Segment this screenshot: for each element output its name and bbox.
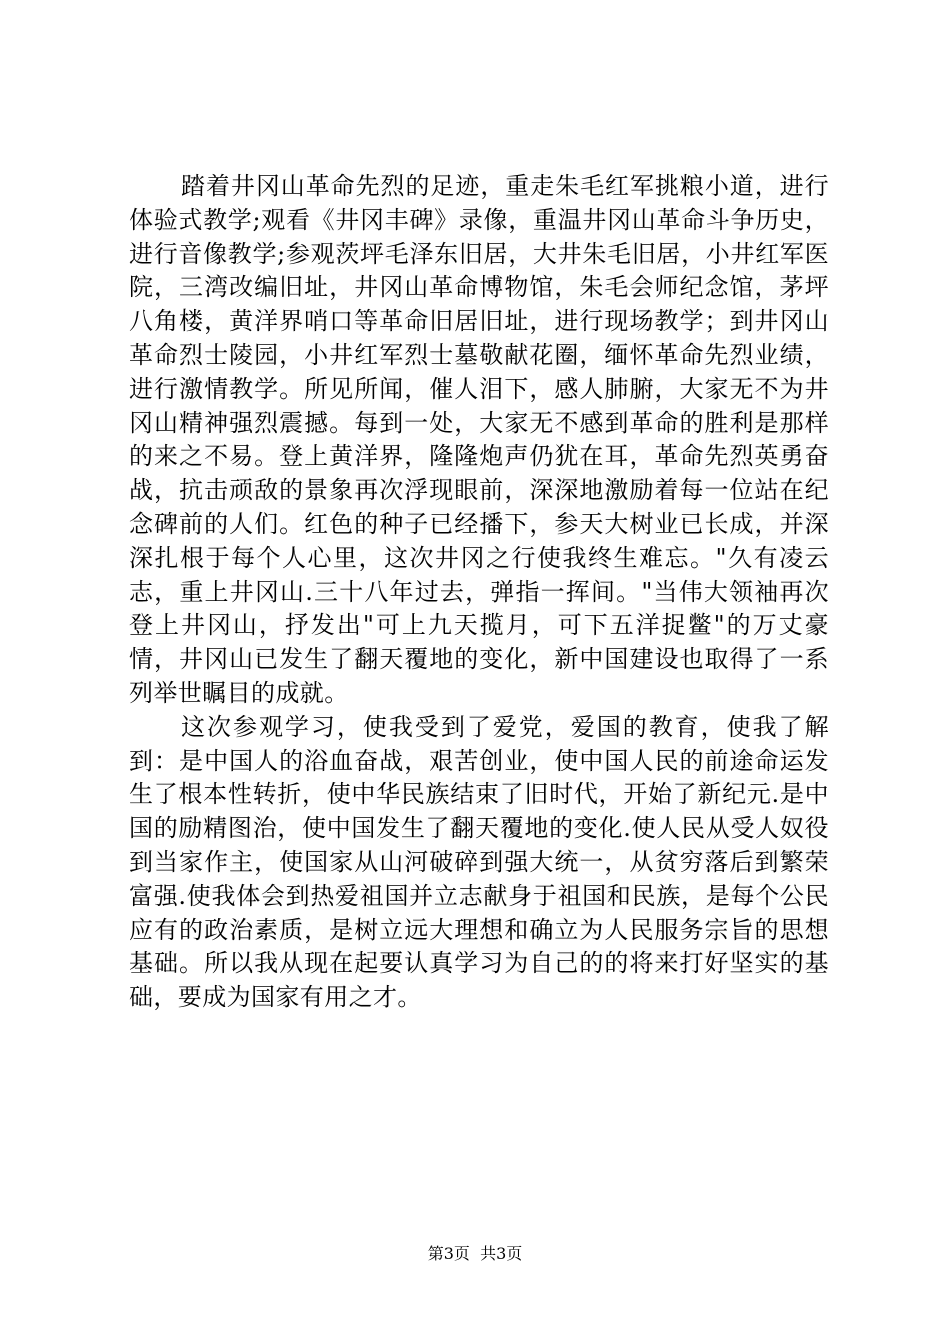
paragraph-1: 踏着井冈山革命先烈的足迹，重走朱毛红军挑粮小道，进行体验式教学;观看《井冈丰碑》录像，重温井冈山革命斗争历史，进行音像教学;参观茨坪毛泽东旧居，大井朱毛旧居，小井红军医院，三湾改编旧址，井冈山革命博物馆，朱毛会师纪念馆，茅坪八角楼，黄洋界哨口等革命旧居旧址，进行现场教学；到井冈山革命烈士陵园，小井红军烈士墓敬献花圈，缅怀革命先烈业绩，进行激情教学。所见所闻，催人泪下，感人肺腑，大家无不为井冈山精神强烈震撼。每到一处，大家无不感到革命的胜利是那样的来之不易。登上黄洋界，隆隆炮声仍犹在耳，革命先烈英勇奋战，抗击顽敌的景象再次浮现眼前，深深地激励着每一位站在纪念碑前的人们。红色的种子已经播下，参天大树业已长成，并深深扎根于每个人心里，这次井冈之行使我终生难忘。"久有凌云志，重上井冈山.三十八年过去，弹指一挥间。"当伟大领袖再次登上井冈山，抒发出"可上九天揽月，可下五洋捉鳖"的万丈豪情，井冈山已发生了翻天覆地的变化，新中国建设也取得了一系列举世瞩目的成就。 — [129, 172, 829, 707]
document-body — [129, 170, 829, 1015]
page-footer — [0, 1244, 950, 1264]
paragraph-2: 这次参观学习，使我受到了爱党，爱国的教育，使我了解到：是中国人的浴血奋战，艰苦创业，使中国人民的前途命运发生了根本性转折，使中华民族结束了旧时代，开始了新纪元.是中国的励精图治，使中国发生了翻天覆地的变化.使人民从受人奴役到当家作主，使国家从山河破碎到强大统一，从贫穷落后到繁荣富强.使我体会到热爱祖国并立志献身于祖国和民族，是每个公民应有的政治素质，是树立远大理想和确立为人民服务宗旨的思想基础。所以我从现在起要认真学习为自己的的将来打好坚实的基础，要成为国家有用之才。 — [129, 712, 829, 1012]
page-number: 第3页 共3页 — [427, 1244, 523, 1263]
